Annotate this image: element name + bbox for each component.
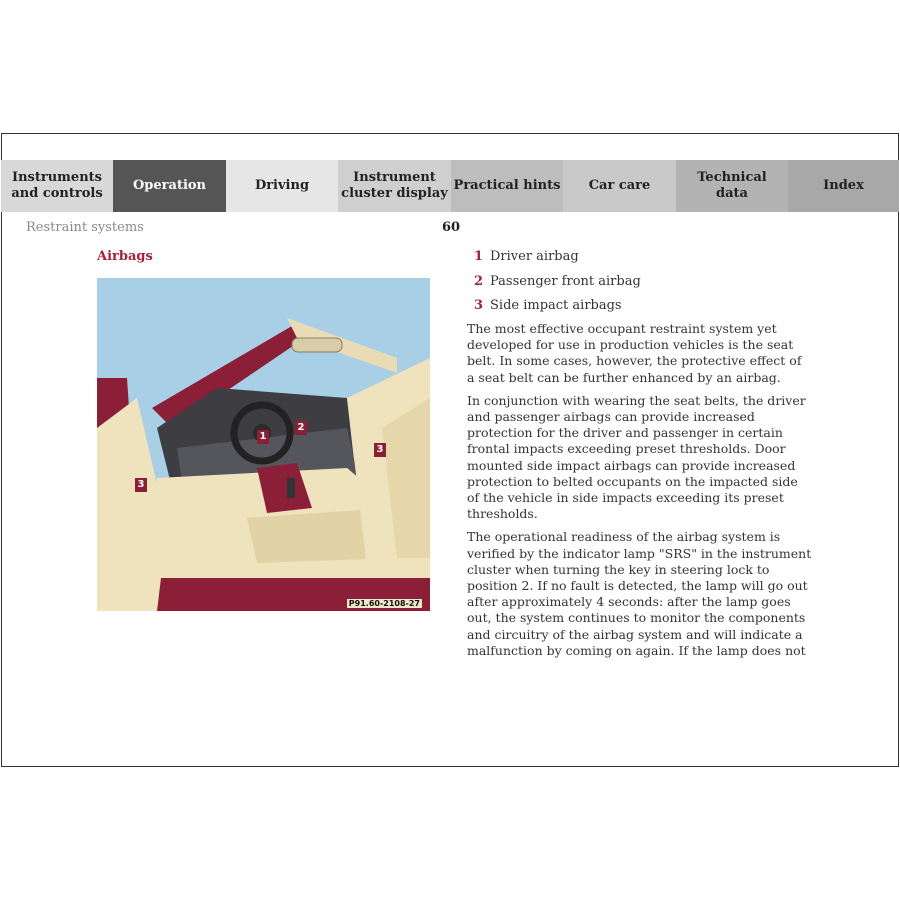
legend-text: Passenger front airbag	[490, 273, 641, 289]
section-title: Restraint systems	[26, 220, 144, 235]
paragraph: The operational readiness of the airbag system is verified by the indicator lamp "SRS" in the instrument cluster when turning the key in steering lock to position 2. If no fault is detected, the lamp will go out after approximately 4 seconds: after the lamp goes out, the system continues to monitor the components and circuitry of the airbag system and will indicate a malfunction by coming on again. If the lamp does not	[467, 529, 812, 658]
chapter-tabs	[1, 160, 899, 212]
tab-instrument-cluster-display[interactable]: Instrument cluster display	[338, 160, 451, 212]
figure-code: P91.60-2108-27	[348, 599, 420, 608]
callout-3-left: 3	[135, 478, 147, 492]
legend-number: 3	[474, 298, 484, 313]
legend-number: 1	[474, 249, 484, 264]
page-heading: Airbags	[97, 249, 153, 264]
tab-practical-hints[interactable]: Practical hints	[451, 160, 563, 212]
paragraph: The most effective occupant restraint system yet developed for use in production vehicles is the seat belt. In some cases, however, the protective effect of a seat belt can be further enhanced by an airbag.	[467, 321, 802, 385]
tab-index[interactable]: Index	[788, 160, 899, 212]
tab-driving[interactable]: Driving	[226, 160, 338, 212]
paragraph: In conjunction with wearing the seat belts, the driver and passenger airbags can provide increased protection for the driver and passenger in certain frontal impacts exceeding preset thresholds. Door mounted side impact airbags can provide increased protection to belted occupants on the impacted side of the vehicle in side impacts exceeding its preset thresholds.	[467, 392, 806, 522]
legend-number: 2	[474, 273, 484, 289]
callout-1: 1	[257, 430, 269, 444]
legend-text: Side impact airbags	[490, 298, 622, 313]
airbag-legend	[474, 249, 641, 323]
tab-car-care[interactable]: Car care	[563, 160, 676, 212]
page-number: 60	[442, 220, 461, 235]
legend-item	[474, 274, 641, 299]
legend-text: Driver airbag	[490, 249, 579, 264]
callout-2: 2	[295, 421, 307, 435]
airbag-illustration	[97, 278, 430, 611]
tab-technical-data[interactable]: Technical data	[676, 160, 788, 212]
tab-operation[interactable]: Operation	[113, 160, 226, 212]
legend-item	[474, 298, 641, 323]
tab-instruments-and-controls[interactable]: Instruments and controls	[1, 160, 113, 212]
callout-3-right: 3	[374, 443, 386, 457]
body-text	[467, 321, 812, 666]
legend-item	[474, 249, 641, 274]
